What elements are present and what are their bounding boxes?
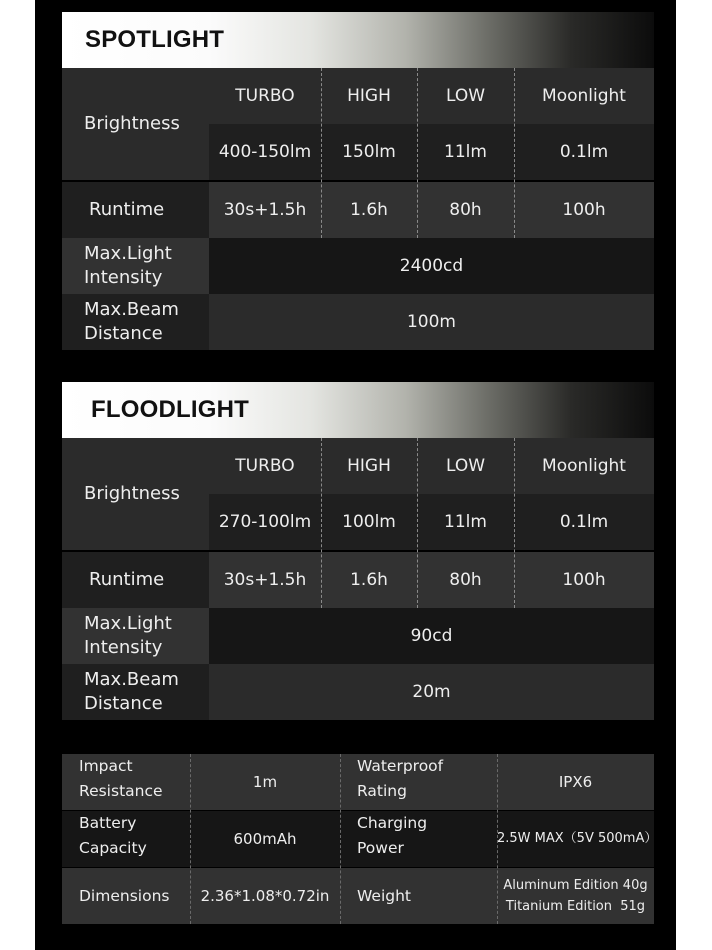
spotlight-distance-label-line2: Distance [84, 323, 163, 344]
floodlight-intensity-label [62, 608, 209, 664]
floodlight-divider [321, 438, 322, 608]
impact-label-line2: Resistance [79, 782, 163, 800]
spotlight-distance-value: 100m [209, 294, 654, 350]
floodlight-intensity-value: 90cd [209, 608, 654, 664]
impact-resistance-label [62, 754, 190, 810]
floodlight-lumens-moonlight: 0.1lm [514, 494, 654, 550]
spotlight-divider [514, 68, 515, 238]
spotlight-brightness-label: Brightness [62, 68, 209, 180]
floodlight-intensity-label-line1: Max.Light [84, 613, 172, 634]
floodlight-section [62, 382, 654, 720]
spotlight-lumens-low: 11lm [417, 124, 514, 180]
floodlight-runtime-low: 80h [417, 552, 514, 608]
floodlight-runtime-label: Runtime [62, 552, 209, 608]
floodlight-distance-value: 20m [209, 664, 654, 720]
floodlight-mode-low: LOW [417, 438, 514, 494]
spotlight-divider [321, 68, 322, 238]
spotlight-mode-high: HIGH [321, 68, 417, 124]
charging-label-line1: Charging [357, 814, 428, 832]
impact-resistance-value: 1m [190, 754, 340, 810]
specs-divider [340, 754, 341, 924]
spotlight-header [62, 12, 654, 68]
specs-divider [190, 754, 191, 924]
spotlight-title: SPOTLIGHT [85, 26, 225, 53]
spotlight-mode-low: LOW [417, 68, 514, 124]
floodlight-distance-label-line1: Max.Beam [84, 669, 179, 690]
spotlight-distance-label [62, 294, 209, 350]
impact-label-line1: Impact [79, 757, 133, 775]
battery-capacity-value: 600mAh [190, 811, 340, 867]
floodlight-title: FLOODLIGHT [91, 396, 249, 423]
waterproof-label-line1: Waterproof [357, 757, 444, 775]
spotlight-runtime-moonlight: 100h [514, 182, 654, 238]
spotlight-lumens-high: 150lm [321, 124, 417, 180]
floodlight-brightness-label: Brightness [62, 438, 209, 550]
battery-label-line2: Capacity [79, 839, 147, 857]
floodlight-runtime-turbo: 30s+1.5h [209, 552, 321, 608]
floodlight-distance-label [62, 664, 209, 720]
spotlight-mode-turbo: TURBO [209, 68, 321, 124]
weight-value-aluminum: Aluminum Edition 40g [503, 878, 648, 893]
floodlight-mode-moonlight: Moonlight [514, 438, 654, 494]
spotlight-runtime-label: Runtime [62, 182, 209, 238]
general-specs-table [62, 754, 658, 924]
charging-power-label [340, 811, 497, 867]
weight-label: Weight [340, 868, 497, 924]
spotlight-intensity-label-line2: Intensity [84, 267, 163, 288]
floodlight-mode-turbo: TURBO [209, 438, 321, 494]
dimensions-label: Dimensions [62, 868, 190, 924]
weight-value-titanium: Titanium Edition 51g [505, 899, 646, 914]
dimensions-value: 2.36*1.08*0.72in [190, 868, 340, 924]
spec-page [35, 0, 676, 950]
floodlight-lumens-turbo: 270-100lm [209, 494, 321, 550]
waterproof-rating-label [340, 754, 497, 810]
spotlight-intensity-label [62, 238, 209, 294]
floodlight-lumens-low: 11lm [417, 494, 514, 550]
floodlight-divider [417, 438, 418, 608]
floodlight-runtime-moonlight: 100h [514, 552, 654, 608]
spotlight-runtime-low: 80h [417, 182, 514, 238]
floodlight-distance-label-line2: Distance [84, 693, 163, 714]
spotlight-runtime-turbo: 30s+1.5h [209, 182, 321, 238]
spotlight-mode-moonlight: Moonlight [514, 68, 654, 124]
spotlight-distance-label-line1: Max.Beam [84, 299, 179, 320]
floodlight-runtime-high: 1.6h [321, 552, 417, 608]
weight-value [497, 868, 654, 924]
floodlight-lumens-high: 100lm [321, 494, 417, 550]
spotlight-lumens-moonlight: 0.1lm [514, 124, 654, 180]
charging-power-value: 2.5W MAX（5V 500mA） [497, 811, 654, 867]
spotlight-lumens-turbo: 400-150lm [209, 124, 321, 180]
waterproof-label-line2: Rating [357, 782, 407, 800]
spotlight-runtime-high: 1.6h [321, 182, 417, 238]
floodlight-intensity-label-line2: Intensity [84, 637, 163, 658]
floodlight-mode-high: HIGH [321, 438, 417, 494]
charging-label-line2: Power [357, 839, 404, 857]
floodlight-header [62, 382, 654, 438]
specs-divider [497, 754, 498, 924]
spotlight-section [62, 12, 654, 350]
waterproof-rating-value: IPX6 [497, 754, 654, 810]
spotlight-intensity-label-line1: Max.Light [84, 243, 172, 264]
spotlight-divider [417, 68, 418, 238]
battery-capacity-label [62, 811, 190, 867]
floodlight-divider [514, 438, 515, 608]
battery-label-line1: Battery [79, 814, 137, 832]
spotlight-intensity-value: 2400cd [209, 238, 654, 294]
